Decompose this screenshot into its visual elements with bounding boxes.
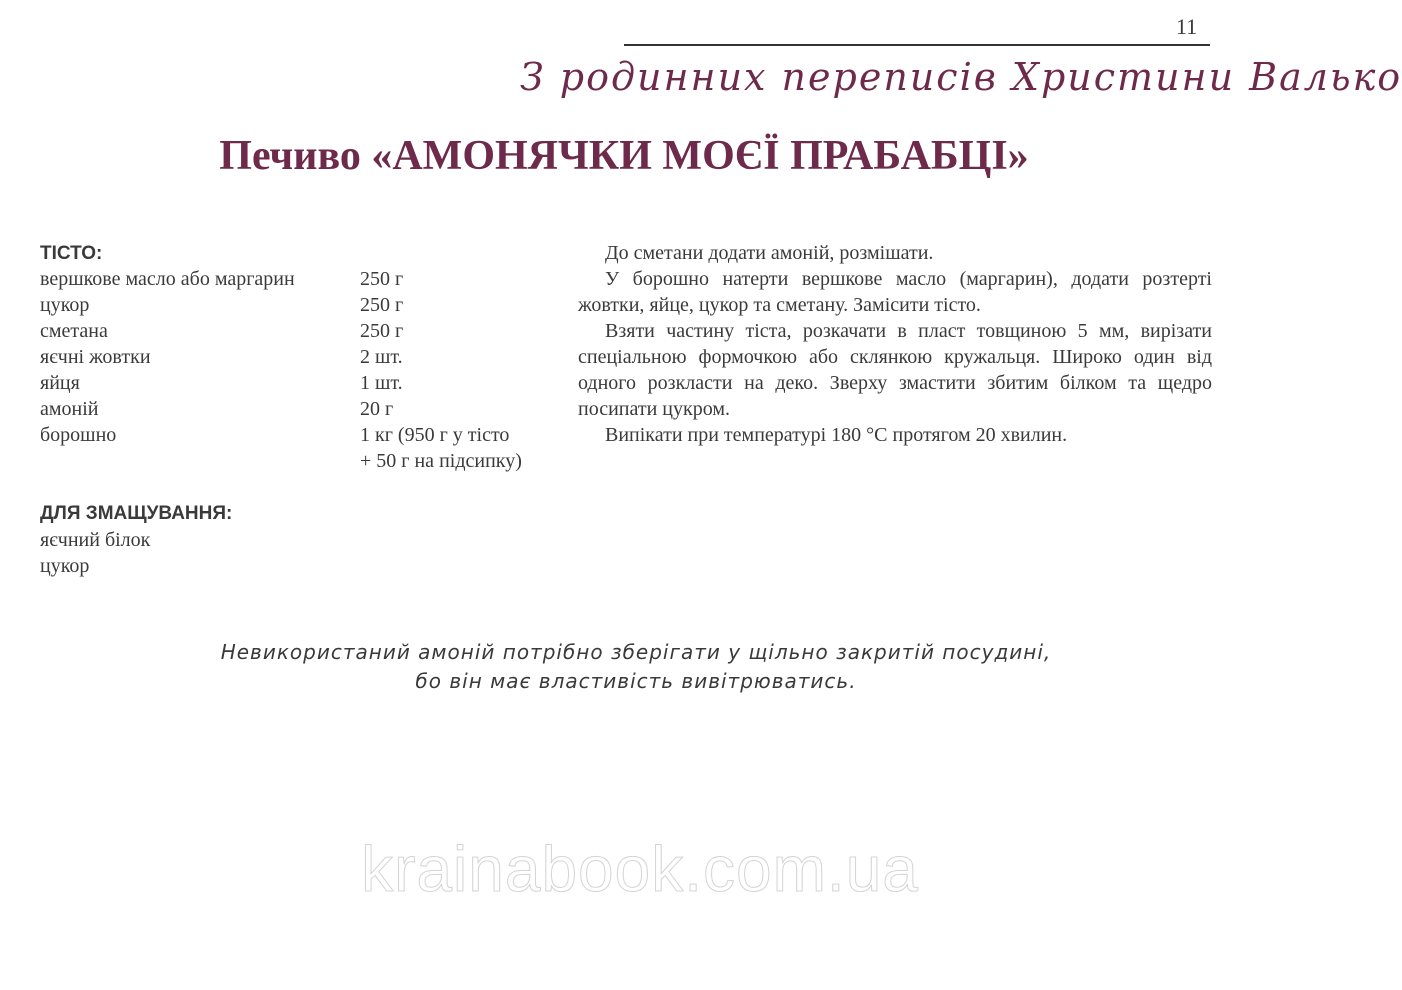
- method-paragraph: Випікати при температурі 180 °С протягом 20 хвилин.: [605, 424, 1068, 446]
- storage-note: [120, 638, 1152, 696]
- ingredient-row: [40, 422, 580, 448]
- ingredient-row: [40, 266, 580, 292]
- recipe-title: Печиво «АМОНЯЧКИ МОЄЇ ПРАБАБЦІ»: [219, 133, 1029, 179]
- ingredient-name: яєчні жовтки: [40, 346, 151, 368]
- ingredient-name: борошно: [40, 424, 117, 446]
- page-number: 11: [1176, 14, 1198, 39]
- greasing-list: [40, 527, 150, 579]
- storage-note-line: бо він має властивість вивітрюватись.: [415, 669, 857, 693]
- method-paragraph: До сметани додати амоній, розмішати.: [605, 242, 934, 264]
- ingredient-qty: 1 кг (950 г у тісто: [360, 424, 510, 446]
- header-rule: [624, 44, 1210, 46]
- ingredient-row: [40, 292, 580, 318]
- ingredient-qty: 250 г: [360, 268, 404, 290]
- ingredient-qty: 1 шт.: [360, 372, 403, 394]
- ingredient-name: цукор: [40, 294, 90, 316]
- ingredient-qty: 250 г: [360, 294, 404, 316]
- ingredient-row: [40, 344, 580, 370]
- ingredient-name: [40, 448, 360, 474]
- ingredient-name: вершкове масло або маргарин: [40, 268, 295, 290]
- greasing-heading: ДЛЯ ЗМАЩУВАННЯ:: [40, 503, 233, 524]
- method-paragraph: У борошно натерти вершкове масло (маргарин), додати розтерті жовтки, яйце, цукор та сметану. Замісити тісто.: [578, 268, 1212, 316]
- ingredient-name: яйця: [40, 372, 80, 394]
- greasing-item: яєчний білок: [40, 529, 151, 551]
- method-text: [578, 240, 1212, 448]
- ingredient-qty: 2 шт.: [360, 346, 403, 368]
- ingredient-row: [40, 396, 580, 422]
- method-paragraph: Взяти частину тіста, розкачати в пласт товщиною 5 мм, вирізати спеціальною формочкою або склянкою кружальця. Широко один від одного розкласти на деко. Зверху змастити збитим білком та щедро посипати цукром.: [578, 320, 1212, 420]
- ingredient-qty: 20 г: [360, 398, 394, 420]
- dough-ingredients: [40, 266, 580, 474]
- greasing-item: цукор: [40, 555, 90, 577]
- series-title: З родинних переписів Христини Валько: [520, 55, 1402, 99]
- dough-heading: ТІСТО:: [40, 243, 103, 264]
- watermark: krainabook.com.ua: [361, 833, 919, 905]
- ingredient-row: [40, 448, 580, 474]
- storage-note-line: Невикористаний амоній потрібно зберігати у щільно закритій посудині,: [220, 640, 1052, 664]
- ingredient-qty: 250 г: [360, 320, 404, 342]
- ingredient-name: амоній: [40, 398, 99, 420]
- ingredient-qty: + 50 г на підсипку): [360, 450, 522, 472]
- ingredient-name: сметана: [40, 320, 108, 342]
- ingredient-row: [40, 318, 580, 344]
- ingredient-row: [40, 370, 580, 396]
